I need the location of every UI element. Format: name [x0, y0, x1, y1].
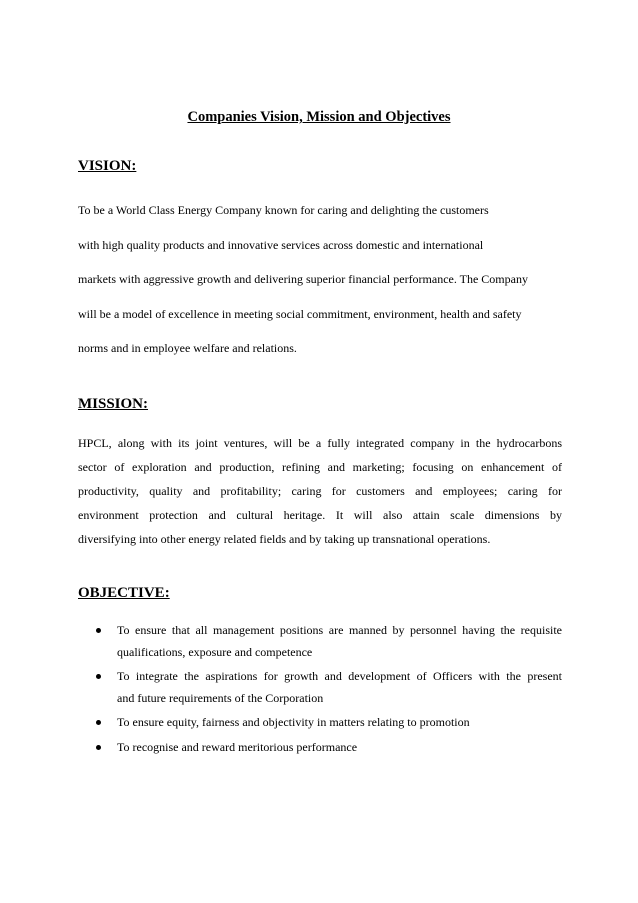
vision-heading: VISION: [78, 158, 137, 174]
mission-line: environment protection and cultural heritage. It will also attain scale dimensions by [78, 508, 562, 522]
mission-line: sector of exploration and production, refining and marketing; focusing on enhancement of [78, 460, 562, 474]
bullet-icon [96, 674, 101, 679]
vision-line: markets with aggressive growth and delivering superior financial performance. The Company [78, 272, 528, 286]
mission-line: productivity, quality and profitability; caring for customers and employees; caring for [78, 484, 562, 498]
list-item [96, 712, 562, 734]
list-item-line: qualifications, exposure and competence [117, 644, 313, 659]
bullet-icon [96, 628, 101, 633]
objective-list [96, 620, 562, 761]
vision-line: with high quality products and innovative services across domestic and international [78, 237, 484, 252]
mission-paragraph [78, 431, 562, 551]
bullet-icon [96, 720, 101, 725]
bullet-icon [96, 745, 101, 750]
page-title: Companies Vision, Mission and Objectives [187, 109, 451, 125]
objective-heading: OBJECTIVE: [78, 585, 170, 601]
vision-line: will be a model of excellence in meeting social commitment, environment, health and safety [78, 306, 522, 321]
list-item-line: To ensure that all management positions are manned by personnel having the requisite [117, 623, 562, 637]
list-item-line: To recognise and reward meritorious performance [117, 739, 358, 754]
list-item-line: To ensure equity, fairness and objectivity in matters relating to promotion [117, 715, 470, 729]
list-item [96, 620, 562, 663]
vision-line: To be a World Class Energy Company known for caring and delighting the customers [78, 203, 489, 217]
mission-line: HPCL, along with its joint ventures, will be a fully integrated company in the hydrocarbons [78, 436, 562, 450]
list-item [96, 666, 562, 709]
list-item [96, 737, 562, 759]
mission-heading: MISSION: [78, 396, 149, 412]
list-item-line: To integrate the aspirations for growth and development of Officers with the present [117, 669, 562, 683]
vision-line: norms and in employee welfare and relations. [78, 341, 297, 355]
list-item-line: and future requirements of the Corporation [117, 690, 324, 705]
mission-line: diversifying into other energy related fields and by taking up transnational operations. [78, 532, 491, 546]
vision-paragraph [78, 193, 568, 366]
